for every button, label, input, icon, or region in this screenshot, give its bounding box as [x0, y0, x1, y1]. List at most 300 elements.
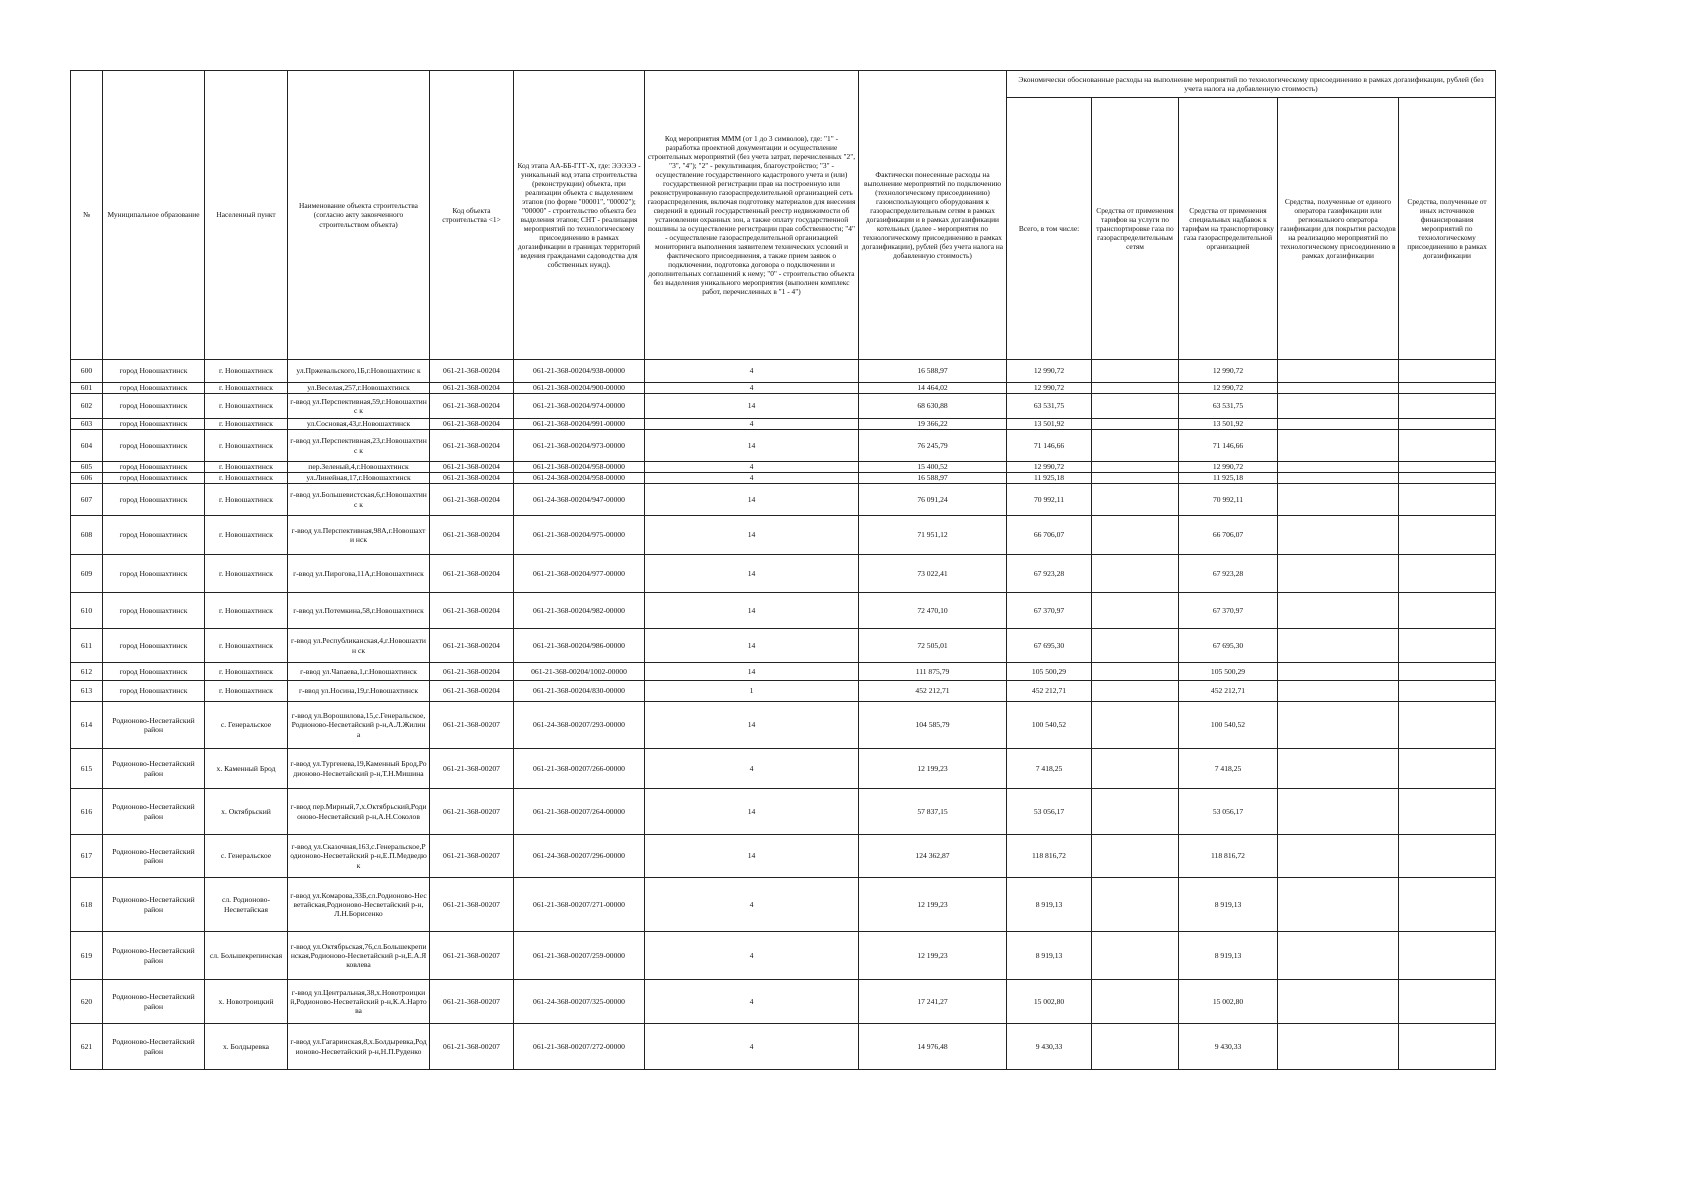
table-row — [71, 681, 1496, 702]
cell-municipality: город Новошахтинск — [103, 516, 205, 555]
cell-tariff-funds — [1092, 663, 1179, 681]
cell-stage-code: 061-21-368-00207/272-00000 — [514, 1024, 645, 1070]
cell-surcharge-funds: 13 501,92 — [1179, 419, 1278, 430]
cell-object-name — [288, 878, 430, 932]
cell-total: 9 430,33 — [1007, 1024, 1092, 1070]
cell-tariff-funds — [1092, 932, 1179, 980]
cell-operator-funds — [1278, 681, 1399, 702]
cell-event-code: 14 — [645, 663, 859, 681]
cell-other-funds — [1399, 394, 1496, 419]
cell-object-name — [288, 516, 430, 555]
cell-other-funds — [1399, 702, 1496, 749]
table-row — [71, 473, 1496, 484]
cell-object-code: 061-21-368-00207 — [430, 1024, 514, 1070]
cell-actual-costs: 12 199,23 — [859, 749, 1007, 789]
object-name-text: г-ввод ул.Перспективная,98А,г.Новошахти нск — [291, 525, 426, 544]
cell-event-code: 4 — [645, 462, 859, 473]
table-row — [71, 835, 1496, 878]
cell-municipality: город Новошахтинск — [103, 663, 205, 681]
table-row — [71, 430, 1496, 462]
cell-object-name — [288, 419, 430, 430]
cell-municipality: город Новошахтинск — [103, 473, 205, 484]
cell-other-funds — [1399, 681, 1496, 702]
cell-object-code: 061-21-368-00207 — [430, 980, 514, 1024]
cell-object-name — [288, 663, 430, 681]
object-name-text: г-ввод ул.Перспективная,23,г.Новошахтинс к — [290, 436, 427, 455]
cell-total: 71 146,66 — [1007, 430, 1092, 462]
cell-actual-costs: 72 505,01 — [859, 629, 1007, 663]
cell-num: 614 — [71, 702, 103, 749]
cell-operator-funds — [1278, 593, 1399, 629]
cell-tariff-funds — [1092, 1024, 1179, 1070]
cell-municipality: Родионово-Несветайский район — [103, 878, 205, 932]
cell-stage-code: 061-24-368-00207/293-00000 — [514, 702, 645, 749]
cell-surcharge-funds: 70 992,11 — [1179, 484, 1278, 516]
cell-actual-costs: 16 588,97 — [859, 473, 1007, 484]
cell-stage-code: 061-21-368-00204/958-00000 — [514, 462, 645, 473]
cell-locality: с. Генеральское — [205, 702, 288, 749]
cell-municipality: Родионово-Несветайский район — [103, 932, 205, 980]
cell-object-code: 061-21-368-00204 — [430, 473, 514, 484]
cell-other-funds — [1399, 980, 1496, 1024]
cell-stage-code: 061-24-368-00204/947-00000 — [514, 484, 645, 516]
cell-locality: г. Новошахтинск — [205, 383, 288, 394]
cell-num: 606 — [71, 473, 103, 484]
cell-actual-costs: 124 362,87 — [859, 835, 1007, 878]
cell-event-code: 4 — [645, 980, 859, 1024]
table-row — [71, 394, 1496, 419]
cell-num: 608 — [71, 516, 103, 555]
cell-operator-funds — [1278, 932, 1399, 980]
cell-total: 67 695,30 — [1007, 629, 1092, 663]
cell-object-code: 061-21-368-00204 — [430, 383, 514, 394]
cell-actual-costs: 76 091,24 — [859, 484, 1007, 516]
cell-stage-code: 061-24-368-00207/296-00000 — [514, 835, 645, 878]
table-row — [71, 663, 1496, 681]
cell-operator-funds — [1278, 1024, 1399, 1070]
cell-municipality: город Новошахтинск — [103, 360, 205, 383]
object-name-text: г-ввод ул.Тургенева,19,Каменный Брод,Родионово-Несветайский р-н,Т.Н.Мишина — [290, 759, 427, 778]
object-name-text: г-ввод ул.Ворошилова,15,с.Генеральское,Родионово-Несветайский р-н,А.Л.Жилина — [291, 711, 426, 739]
table-row — [71, 555, 1496, 593]
cell-locality: г. Новошахтинск — [205, 360, 288, 383]
table-row — [71, 702, 1496, 749]
cell-num: 617 — [71, 835, 103, 878]
cell-locality: г. Новошахтинск — [205, 419, 288, 430]
cell-event-code: 14 — [645, 555, 859, 593]
cell-tariff-funds — [1092, 681, 1179, 702]
cell-num: 610 — [71, 593, 103, 629]
cell-total: 67 923,28 — [1007, 555, 1092, 593]
cell-other-funds — [1399, 555, 1496, 593]
cell-event-code: 14 — [645, 430, 859, 462]
cell-tariff-funds — [1092, 516, 1179, 555]
cell-other-funds — [1399, 462, 1496, 473]
object-name-text: г-ввод ул.Носина,19,г.Новошахтинск — [298, 686, 419, 696]
cell-num: 612 — [71, 663, 103, 681]
cell-object-name — [288, 932, 430, 980]
cell-operator-funds — [1278, 419, 1399, 430]
cell-event-code: 4 — [645, 878, 859, 932]
cell-event-code: 4 — [645, 383, 859, 394]
cell-surcharge-funds: 8 919,13 — [1179, 878, 1278, 932]
cell-surcharge-funds: 12 990,72 — [1179, 360, 1278, 383]
object-name-text: г-ввод ул.Сказочная,163,с.Генеральское,Родионово-Несветайский р-н,Е.П.Медведюк — [290, 842, 427, 870]
cell-stage-code: 061-21-368-00207/264-00000 — [514, 789, 645, 835]
cell-event-code: 4 — [645, 360, 859, 383]
cell-object-code: 061-21-368-00204 — [430, 681, 514, 702]
cell-object-name — [288, 702, 430, 749]
header-surcharge-funds: Средства от применения специальных надбавок к тарифам на транспортировку газа газораспределительной организацией — [1179, 98, 1278, 360]
header-event-code: Код мероприятия МММ (от 1 до 3 символов), где: "1" - разработка проектной документации и осуществление строительных мероприятий (без учета затрат, перечисленных "2", "3", "4"); "2" - рекультивация, благоустройство; "3" - осуществление государственного кадастрового учета и (или) государственной регистрации прав на построенную или реконструированную газораспределительной организацией сеть газораспределения, включая подготовку материалов для внесения сведений в единый государственный реестр недвижимости об установлении охранных зон, а также оплату государственной пошлины за осуществление регистрации прав собственности; "4" - осуществление газораспределительной организацией мониторинга выполнения заявителем технических условий и фактического присоединения, а также прием заявок о подключении, подготовка договора о подключении и дополнительных соглашений к нему; "0" - строительство объекта без выделения уникального мероприятия (выполнен комплекс работ, перечисленных в "1 - 4") — [645, 71, 859, 360]
cell-object-code: 061-21-368-00204 — [430, 629, 514, 663]
cell-tariff-funds — [1092, 980, 1179, 1024]
table-row — [71, 419, 1496, 430]
cell-municipality: город Новошахтинск — [103, 419, 205, 430]
cell-num: 619 — [71, 932, 103, 980]
cell-municipality: город Новошахтинск — [103, 593, 205, 629]
cell-other-funds — [1399, 789, 1496, 835]
cell-event-code: 4 — [645, 473, 859, 484]
cell-stage-code: 061-21-368-00207/259-00000 — [514, 932, 645, 980]
cell-municipality: город Новошахтинск — [103, 484, 205, 516]
cell-locality: г. Новошахтинск — [205, 516, 288, 555]
cell-tariff-funds — [1092, 878, 1179, 932]
header-object-name: Наименование объекта строительства (согласно акту законченного строительством объекта) — [288, 71, 430, 360]
cell-locality: г. Новошахтинск — [205, 629, 288, 663]
cell-locality: г. Новошахтинск — [205, 681, 288, 702]
table-row — [71, 516, 1496, 555]
object-name-text: г-ввод ул.Чапаева,1,г.Новошахтинск — [300, 666, 417, 676]
table-row — [71, 484, 1496, 516]
object-name-text: ул.Пржевальского,1Б,г.Новошахтинс к — [296, 366, 421, 376]
cell-municipality: город Новошахтинск — [103, 462, 205, 473]
cell-stage-code: 061-21-368-00204/986-00000 — [514, 629, 645, 663]
cell-object-name — [288, 360, 430, 383]
cell-locality: х. Октябрьский — [205, 789, 288, 835]
cell-actual-costs: 68 630,88 — [859, 394, 1007, 419]
cell-tariff-funds — [1092, 749, 1179, 789]
cell-total: 452 212,71 — [1007, 681, 1092, 702]
cell-operator-funds — [1278, 394, 1399, 419]
cell-locality: г. Новошахтинск — [205, 462, 288, 473]
cell-actual-costs: 12 199,23 — [859, 878, 1007, 932]
cell-stage-code: 061-21-368-00204/938-00000 — [514, 360, 645, 383]
cell-surcharge-funds: 8 919,13 — [1179, 932, 1278, 980]
cell-other-funds — [1399, 663, 1496, 681]
cell-event-code: 4 — [645, 1024, 859, 1070]
cell-object-code: 061-21-368-00207 — [430, 749, 514, 789]
cell-total: 70 992,11 — [1007, 484, 1092, 516]
cell-tariff-funds — [1092, 419, 1179, 430]
cell-stage-code: 061-21-368-00207/266-00000 — [514, 749, 645, 789]
cell-municipality: город Новошахтинск — [103, 629, 205, 663]
cell-other-funds — [1399, 419, 1496, 430]
object-name-text: г-ввод ул.Центральная,38,х.Новотроицкий,Родионово-Несветайский р-н,К.А.Нартова — [290, 987, 427, 1016]
cell-surcharge-funds: 12 990,72 — [1179, 462, 1278, 473]
cell-actual-costs: 72 470,10 — [859, 593, 1007, 629]
cell-surcharge-funds: 63 531,75 — [1179, 394, 1278, 419]
cell-municipality: Родионово-Несветайский район — [103, 835, 205, 878]
cell-object-code: 061-21-368-00207 — [430, 789, 514, 835]
cell-municipality: Родионово-Несветайский район — [103, 789, 205, 835]
cell-object-code: 061-21-368-00207 — [430, 835, 514, 878]
cell-operator-funds — [1278, 360, 1399, 383]
table-row — [71, 629, 1496, 663]
cell-num: 621 — [71, 1024, 103, 1070]
header-locality: Населенный пункт — [205, 71, 288, 360]
cell-actual-costs: 111 875,79 — [859, 663, 1007, 681]
object-name-text: ул.Линейная,17,г.Новошахтинск — [306, 473, 411, 483]
object-name-text: г-ввод ул.Комарова,33Б,сл.Родионово-Несветайская,Родионово-Несветайский р-н,Л.Н.Борисенко — [290, 890, 427, 919]
cell-municipality: город Новошахтинск — [103, 383, 205, 394]
cell-locality: с. Генеральское — [205, 835, 288, 878]
cell-num: 607 — [71, 484, 103, 516]
cell-actual-costs: 14 464,02 — [859, 383, 1007, 394]
cell-num: 604 — [71, 430, 103, 462]
cell-object-name — [288, 462, 430, 473]
cell-other-funds — [1399, 360, 1496, 383]
cell-stage-code: 061-21-368-00204/977-00000 — [514, 555, 645, 593]
cell-actual-costs: 71 951,12 — [859, 516, 1007, 555]
cell-locality: г. Новошахтинск — [205, 593, 288, 629]
cell-object-name — [288, 473, 430, 484]
cell-operator-funds — [1278, 835, 1399, 878]
cell-surcharge-funds: 67 370,97 — [1179, 593, 1278, 629]
cell-object-code: 061-21-368-00207 — [430, 702, 514, 749]
cell-other-funds — [1399, 593, 1496, 629]
header-actual-costs: Фактически понесенные расходы на выполнение мероприятий по подключению (технологическому присоединению) газоиспользующего оборудования к газораспределительным сетям в рамках догазификации и в рамках догазификации котельных (далее - мероприятия по технологическому присоединению в рамках догазификации), рублей (без учета налога на добавленную стоимость) — [859, 71, 1007, 360]
cell-operator-funds — [1278, 749, 1399, 789]
cell-stage-code: 061-24-368-00207/325-00000 — [514, 980, 645, 1024]
object-name-text: г-ввод ул.Перспективная,59,г.Новошахтинс к — [290, 396, 427, 415]
table-row — [71, 462, 1496, 473]
cell-object-code: 061-21-368-00207 — [430, 932, 514, 980]
cell-object-name — [288, 555, 430, 593]
cell-tariff-funds — [1092, 360, 1179, 383]
cell-tariff-funds — [1092, 462, 1179, 473]
cell-surcharge-funds: 66 706,07 — [1179, 516, 1278, 555]
cell-object-code: 061-21-368-00204 — [430, 516, 514, 555]
cell-total: 63 531,75 — [1007, 394, 1092, 419]
cell-actual-costs: 73 022,41 — [859, 555, 1007, 593]
cell-stage-code: 061-21-368-00204/830-00000 — [514, 681, 645, 702]
table-row — [71, 383, 1496, 394]
cell-other-funds — [1399, 383, 1496, 394]
cell-event-code: 14 — [645, 484, 859, 516]
cell-total: 8 919,13 — [1007, 932, 1092, 980]
cell-operator-funds — [1278, 473, 1399, 484]
cell-surcharge-funds: 15 002,80 — [1179, 980, 1278, 1024]
cell-surcharge-funds: 100 540,52 — [1179, 702, 1278, 749]
cell-operator-funds — [1278, 430, 1399, 462]
header-other-funds: Средства, полученные от иных источников финансирования мероприятий по технологическому присоединению в рамках догазификации — [1399, 98, 1496, 360]
cell-total: 66 706,07 — [1007, 516, 1092, 555]
cell-stage-code: 061-21-368-00204/991-00000 — [514, 419, 645, 430]
cell-tariff-funds — [1092, 789, 1179, 835]
cell-locality: г. Новошахтинск — [205, 663, 288, 681]
cell-tariff-funds — [1092, 555, 1179, 593]
cell-object-code: 061-21-368-00204 — [430, 360, 514, 383]
cell-tariff-funds — [1092, 383, 1179, 394]
cell-event-code: 4 — [645, 932, 859, 980]
cell-actual-costs: 452 212,71 — [859, 681, 1007, 702]
header-num: № — [71, 71, 103, 360]
cell-stage-code: 061-21-368-00204/974-00000 — [514, 394, 645, 419]
cell-object-code: 061-21-368-00204 — [430, 593, 514, 629]
cell-locality: г. Новошахтинск — [205, 484, 288, 516]
cell-actual-costs: 16 588,97 — [859, 360, 1007, 383]
cell-event-code: 4 — [645, 419, 859, 430]
cell-surcharge-funds: 53 056,17 — [1179, 789, 1278, 835]
cell-object-name — [288, 484, 430, 516]
object-name-text: г-ввод ул.Республиканская,4,г.Новошахтин ск — [291, 636, 426, 655]
cell-stage-code: 061-21-368-00207/271-00000 — [514, 878, 645, 932]
cell-object-name — [288, 430, 430, 462]
cell-event-code: 14 — [645, 593, 859, 629]
cell-municipality: город Новошахтинск — [103, 430, 205, 462]
cell-operator-funds — [1278, 980, 1399, 1024]
cell-municipality: Родионово-Несветайский район — [103, 1024, 205, 1070]
cell-stage-code: 061-21-368-00204/975-00000 — [514, 516, 645, 555]
cell-event-code: 14 — [645, 394, 859, 419]
cell-locality: г. Новошахтинск — [205, 394, 288, 419]
header-object-code: Код объекта строительства <1> — [430, 71, 514, 360]
object-name-text: пер.Зеленый,4,г.Новошахтинск — [308, 462, 409, 472]
cell-surcharge-funds: 9 430,33 — [1179, 1024, 1278, 1070]
cell-other-funds — [1399, 473, 1496, 484]
cell-object-name — [288, 394, 430, 419]
cell-num: 605 — [71, 462, 103, 473]
cell-num: 618 — [71, 878, 103, 932]
cell-event-code: 1 — [645, 681, 859, 702]
cell-object-name — [288, 681, 430, 702]
cell-total: 15 002,80 — [1007, 980, 1092, 1024]
cell-surcharge-funds: 67 923,28 — [1179, 555, 1278, 593]
cell-operator-funds — [1278, 555, 1399, 593]
cell-event-code: 14 — [645, 835, 859, 878]
cell-other-funds — [1399, 835, 1496, 878]
cell-total: 67 370,97 — [1007, 593, 1092, 629]
cell-locality: г. Новошахтинск — [205, 473, 288, 484]
cell-surcharge-funds: 12 990,72 — [1179, 383, 1278, 394]
table-row — [71, 749, 1496, 789]
cell-locality: х. Болдыревка — [205, 1024, 288, 1070]
object-name-text: г-ввод ул.Гагаринская,8,х.Болдыревка,Родионово-Несветайский р-н,Н.П.Руденко — [290, 1037, 427, 1056]
cell-total: 11 925,18 — [1007, 473, 1092, 484]
cell-num: 613 — [71, 681, 103, 702]
cell-operator-funds — [1278, 383, 1399, 394]
cell-num: 615 — [71, 749, 103, 789]
cell-municipality: Родионово-Несветайский район — [103, 749, 205, 789]
cell-surcharge-funds: 11 925,18 — [1179, 473, 1278, 484]
cell-locality: г. Новошахтинск — [205, 555, 288, 593]
header-stage-code: Код этапа АА-ББ-ГГГ-Х, где: ЭЭЭЭЭ - уникальный код этапа строительства (реконструкции) объекта, при реализации объекта с выделением этапов (по форме "00001", "00002"); "00000" - строительство объекта без выделения этапов; СНТ - реализация мероприятий по технологическому присоединению в рамках догазификации в границах территорий ведения гражданами садоводства для собственных нужд). — [514, 71, 645, 360]
cell-surcharge-funds: 452 212,71 — [1179, 681, 1278, 702]
cell-total: 118 816,72 — [1007, 835, 1092, 878]
header-municipality: Муниципальное образование — [103, 71, 205, 360]
header-total: Всего, в том числе: — [1007, 98, 1092, 360]
cell-total: 100 540,52 — [1007, 702, 1092, 749]
cell-stage-code: 061-21-368-00204/900-00000 — [514, 383, 645, 394]
cell-total: 7 418,25 — [1007, 749, 1092, 789]
cell-locality: х. Новотроицкий — [205, 980, 288, 1024]
cell-tariff-funds — [1092, 394, 1179, 419]
cell-operator-funds — [1278, 516, 1399, 555]
cell-object-name — [288, 980, 430, 1024]
cell-other-funds — [1399, 932, 1496, 980]
cell-actual-costs: 104 585,79 — [859, 702, 1007, 749]
cell-tariff-funds — [1092, 702, 1179, 749]
table-row — [71, 1024, 1496, 1070]
cell-locality: х. Каменный Брод — [205, 749, 288, 789]
cell-municipality: Родионово-Несветайский район — [103, 980, 205, 1024]
cell-event-code: 4 — [645, 749, 859, 789]
cell-object-name — [288, 383, 430, 394]
cell-object-name — [288, 789, 430, 835]
cell-num: 601 — [71, 383, 103, 394]
cell-object-code: 061-21-368-00204 — [430, 394, 514, 419]
cell-object-name — [288, 749, 430, 789]
cell-locality: сл. Большекрепинская — [205, 932, 288, 980]
cell-num: 600 — [71, 360, 103, 383]
cell-event-code: 14 — [645, 629, 859, 663]
cell-total: 8 919,13 — [1007, 878, 1092, 932]
object-name-text: ул.Веселая,257,г.Новошахтинск — [307, 383, 410, 393]
cell-object-code: 061-21-368-00204 — [430, 484, 514, 516]
cell-object-name — [288, 1024, 430, 1070]
cell-other-funds — [1399, 430, 1496, 462]
cell-object-name — [288, 629, 430, 663]
cell-num: 609 — [71, 555, 103, 593]
cell-object-code: 061-21-368-00204 — [430, 555, 514, 593]
cell-tariff-funds — [1092, 835, 1179, 878]
table-body — [71, 360, 1496, 1070]
object-name-text: г-ввод ул.Большевистская,6,г.Новошахтинс к — [290, 490, 427, 509]
cell-object-code: 061-21-368-00204 — [430, 430, 514, 462]
cell-total: 53 056,17 — [1007, 789, 1092, 835]
cell-municipality: город Новошахтинск — [103, 555, 205, 593]
cell-num: 602 — [71, 394, 103, 419]
cell-object-code: 061-21-368-00204 — [430, 462, 514, 473]
cell-other-funds — [1399, 878, 1496, 932]
header-tariff-funds: Средства от применения тарифов на услуги по транспортировке газа по газораспределительным сетям — [1092, 98, 1179, 360]
cell-object-name — [288, 593, 430, 629]
cell-municipality: город Новошахтинск — [103, 394, 205, 419]
cell-stage-code: 061-24-368-00204/958-00000 — [514, 473, 645, 484]
cell-total: 12 990,72 — [1007, 360, 1092, 383]
cell-other-funds — [1399, 484, 1496, 516]
cell-stage-code: 061-21-368-00204/973-00000 — [514, 430, 645, 462]
cell-operator-funds — [1278, 629, 1399, 663]
object-name-text: ул.Сосновая,43,г.Новошахтинск — [306, 419, 411, 429]
cell-other-funds — [1399, 749, 1496, 789]
cell-other-funds — [1399, 516, 1496, 555]
cell-num: 603 — [71, 419, 103, 430]
cell-total: 13 501,92 — [1007, 419, 1092, 430]
cell-locality: г. Новошахтинск — [205, 430, 288, 462]
cell-total: 105 500,29 — [1007, 663, 1092, 681]
table-row — [71, 932, 1496, 980]
cell-surcharge-funds: 7 418,25 — [1179, 749, 1278, 789]
cell-actual-costs: 19 366,22 — [859, 419, 1007, 430]
cell-operator-funds — [1278, 484, 1399, 516]
table-row — [71, 789, 1496, 835]
cell-operator-funds — [1278, 663, 1399, 681]
cell-actual-costs: 15 400,52 — [859, 462, 1007, 473]
cell-other-funds — [1399, 629, 1496, 663]
cell-actual-costs: 14 976,48 — [859, 1024, 1007, 1070]
